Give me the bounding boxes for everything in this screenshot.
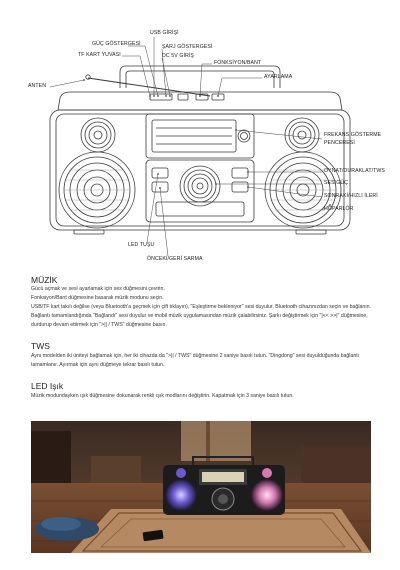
room-scene <box>31 421 371 553</box>
label-dc5v: DC 5V GİRİŞ <box>162 53 194 59</box>
label-frequency-1: FREKANS GÖSTERME <box>324 132 382 138</box>
label-previous: ÖNCEKİ/GERİ SARMA <box>147 256 203 262</box>
section-title-led: LED Işık <box>31 381 64 391</box>
left-tweeter <box>81 118 115 152</box>
lifestyle-photo <box>31 421 371 553</box>
music-paragraph: USB/TF kart takılı değilse (veya Bluetooth'a geçmek için çift tıklayın), "Eşleştirme bekleniyor" sesi duyulur. Bluetooth cihazınızdan seçin ve bağlanın. Bağlantı tamamlandığında "Bağlandı" sesi duyulur ve mobil müzik uygulamasından müzik çalabilirsiniz. Şarkı değiştirmek için "|<< >>|" düğmesine, durdurup devam ettirmek için ">|| / TWS" düğmesine basın. <box>31 304 372 328</box>
tws-paragraph: Aynı modelden iki üniteyi bağlamak için, her iki cihazda da ">|| / TWS" düğmesine 2 saniye basılı tutun. "Dingdong" sesi duyulduğunda bağlantı tamamlanır. Ayırmak için aynı düğmeye tekrar basılı tutun. <box>31 353 360 368</box>
label-charge-indicator: ŞARJ GÖSTERGESİ <box>162 44 213 50</box>
label-led-button: LED TUŞU <box>128 242 155 248</box>
led-paragraph: Müzik modundayken ışık düğmesine dokunarak renkli ışık modlarını değiştirin. Kapatmak için 3 saniye basılı tutun. <box>31 393 294 399</box>
section-title-tws: TWS <box>31 341 50 351</box>
right-tweeter <box>285 118 319 152</box>
product-diagram <box>0 0 400 265</box>
label-tuning: AYARLAMA <box>264 74 293 80</box>
label-volume: SES/GÜÇ <box>324 180 349 186</box>
handle-outline <box>120 66 280 88</box>
section-body-music <box>31 285 376 330</box>
label-usb: USB GİRİŞİ <box>150 30 179 36</box>
led-button-outline <box>152 168 168 178</box>
label-antenna: ANTEN <box>28 83 47 89</box>
tuning-knob <box>238 130 250 142</box>
antenna <box>88 78 210 96</box>
volume-knob <box>180 166 220 206</box>
label-next: SONRAKİ/HIZLI İLERİ <box>324 193 378 199</box>
music-paragraph: Fonksiyon/Bant düğmesine basarak müzik modunu seçin. <box>31 295 164 301</box>
section-body-tws <box>31 352 376 370</box>
label-tf-card: TF KART YUVASI <box>78 52 121 58</box>
label-function-band: FONKSİYON/BANT <box>214 60 262 66</box>
section-body-led <box>31 392 376 401</box>
label-power-indicator: GÜÇ GÖSTERGESİ <box>92 41 141 47</box>
section-title-music: MÜZİK <box>31 275 58 285</box>
music-paragraph: Gücü açmak ve sesi ayarlamak için ses düğmesini çevirin. <box>31 286 165 292</box>
boombox-photo <box>163 457 285 515</box>
label-speaker: HOPARLÖR <box>324 206 354 212</box>
label-frequency-2: PENCERESİ <box>324 140 355 146</box>
label-play-pause: OYNAT/DURAKLAT/TWS <box>324 168 385 174</box>
